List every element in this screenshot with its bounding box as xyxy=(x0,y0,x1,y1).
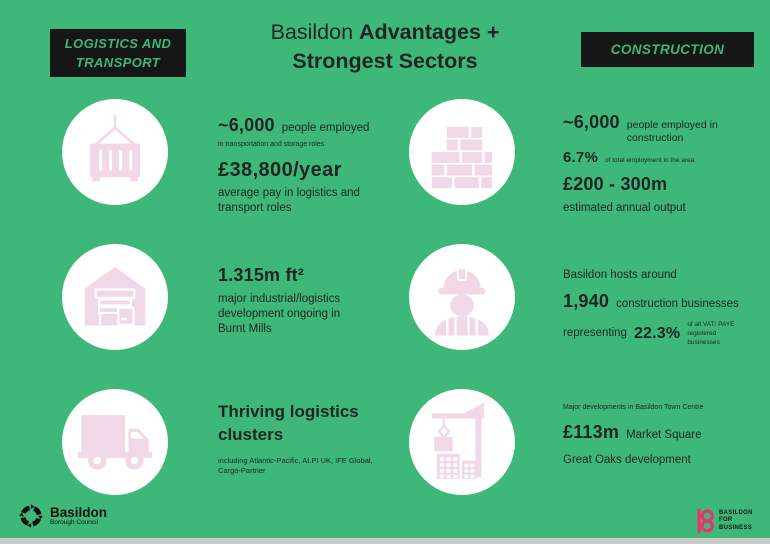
council-arrows-icon xyxy=(18,503,44,529)
icon-circle xyxy=(62,99,168,205)
stat-value: 22.3% xyxy=(633,324,681,342)
stat-label: representing xyxy=(563,327,627,339)
stat-value: £200 - 300m xyxy=(563,174,668,194)
construction-employment-block xyxy=(563,112,768,216)
stat-label: construction businesses xyxy=(616,298,739,310)
construction-developments-block xyxy=(563,403,768,468)
logistics-development-block xyxy=(218,265,378,337)
business-b-icon xyxy=(695,506,715,536)
stat-label: major industrial/logistics development ongoing in Burnt Mills xyxy=(218,293,341,335)
stat-value: 1.315m ft² xyxy=(218,265,305,285)
stat-label: people employed xyxy=(281,122,370,134)
page-title xyxy=(200,18,570,76)
stat-subtext: including Atlantic-Pacific, ALPI UK, IFE Global, Cargo-Partner xyxy=(218,456,373,475)
badge-label: CONSTRUCTION xyxy=(610,42,725,57)
business-line: FOR xyxy=(719,517,733,524)
icon-circle xyxy=(409,244,515,350)
title-line2: Strongest Sectors xyxy=(292,49,478,73)
title-regular: Basildon xyxy=(270,20,354,44)
business-wordmark xyxy=(719,510,753,533)
stat-value: 6.7% xyxy=(563,149,598,166)
council-name: Basildon xyxy=(50,504,108,520)
construction-worker-icon xyxy=(420,255,504,339)
stat-label: people employed in construction xyxy=(626,119,718,144)
stat-value: 1,940 xyxy=(563,291,610,311)
stat-subtext: in transportation and storage roles xyxy=(218,141,325,148)
basildon-council-logo xyxy=(18,503,107,529)
construction-businesses-block xyxy=(563,268,768,347)
council-wordmark xyxy=(50,506,107,527)
business-line: BUSINESS xyxy=(719,524,753,531)
icon-circle xyxy=(62,244,168,350)
title-bold: Advantages + xyxy=(359,20,500,44)
logistics-clusters-block xyxy=(218,400,393,476)
brick-wall-icon xyxy=(420,110,504,194)
truck-icon xyxy=(73,400,157,484)
icon-circle xyxy=(409,389,515,495)
hanging-container-icon xyxy=(73,110,157,194)
badge-label: TRANSPORT xyxy=(75,55,161,70)
logistics-employment-block xyxy=(218,115,393,216)
council-subtitle: Borough Council xyxy=(50,518,99,526)
basildon-for-business-logo xyxy=(695,506,753,536)
stat-value: ~6,000 xyxy=(218,115,275,135)
tower-crane-icon xyxy=(420,400,504,484)
stat-subtext: of total employment in the area xyxy=(605,157,695,164)
construction-badge xyxy=(581,32,754,67)
icon-circle xyxy=(409,99,515,205)
business-line: BASILDON xyxy=(719,509,753,516)
block-intro: Basildon hosts around xyxy=(563,269,677,281)
stat-label: Great Oaks development xyxy=(563,454,691,466)
stat-value: £38,800/year xyxy=(218,159,342,181)
bottom-border-strip xyxy=(0,538,770,544)
stat-value: ~6,000 xyxy=(563,112,620,132)
stat-value: £113m xyxy=(563,422,620,442)
block-heading: Thriving logistics clusters xyxy=(218,402,359,444)
badge-label: LOGISTICS AND xyxy=(64,36,172,51)
block-intro: Major developments in Basildon Town Centre xyxy=(563,404,704,411)
warehouse-icon xyxy=(73,255,157,339)
stat-label: estimated annual output xyxy=(563,202,686,214)
stat-subtext: of all VAT/ PAYE registered businesses xyxy=(687,321,735,346)
icon-circle xyxy=(62,389,168,495)
logistics-transport-badge xyxy=(50,29,186,77)
stat-label: Market Square xyxy=(626,429,702,441)
stat-label: average pay in logistics and transport roles xyxy=(218,187,360,214)
